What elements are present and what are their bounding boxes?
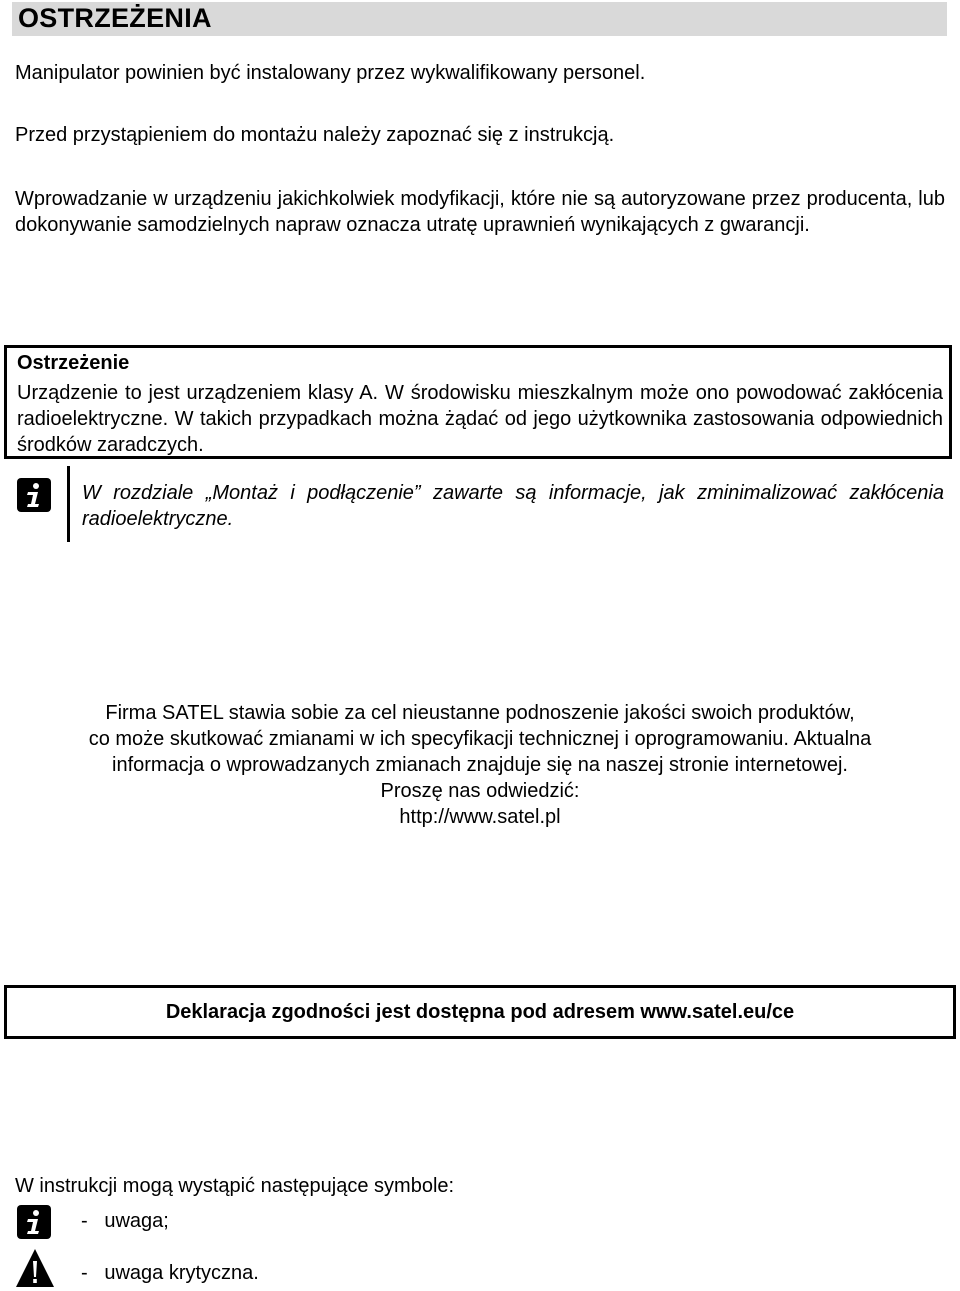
warning-box — [4, 345, 952, 459]
section-header — [12, 2, 947, 36]
info-icon — [17, 478, 51, 512]
info-icon — [17, 1205, 51, 1239]
warning-title: Ostrzeżenie — [17, 352, 130, 374]
symbol-label: - uwaga; — [81, 1210, 169, 1232]
company-notice-line: co może skutkować zmianami w ich specyfikacji technicznej i oprogramowaniu. Aktualna — [88, 728, 872, 750]
declaration-box — [4, 985, 956, 1039]
note-text: W rozdziale „Montaż i podłączenie” zawarte są informacje, jak zminimalizować zakłócenia radioelektryczne. — [82, 482, 944, 530]
paragraph-read-manual: Przed przystąpieniem do montażu należy zapoznać się z instrukcją. — [15, 124, 615, 146]
company-notice-line: Proszę nas odwiedzić: — [380, 780, 580, 802]
company-notice-line: Firma SATEL stawia sobie za cel nieustanne podnoszenie jakości swoich produktów, — [105, 702, 855, 724]
symbol-row-critical — [15, 1248, 415, 1286]
company-notice-line: informacja o wprowadzanych zmianach znajduje się na naszej stronie internetowej. — [112, 754, 848, 776]
paragraph-installer: Manipulator powinien być instalowany przez wykwalifikowany personel. — [15, 62, 646, 84]
symbol-row-note — [15, 1205, 415, 1243]
page-title: OSTRZEŻENIA — [18, 3, 212, 33]
website-url: http://www.satel.pl — [399, 806, 561, 828]
declaration-text: Deklaracja zgodności jest dostępna pod adresem www.satel.eu/ce — [165, 1000, 795, 1023]
symbol-label: - uwaga krytyczna. — [81, 1262, 259, 1284]
warning-triangle-icon — [15, 1248, 55, 1288]
note-divider — [67, 466, 70, 542]
company-notice — [0, 700, 960, 830]
paragraph-warranty: Wprowadzanie w urządzeniu jakichkolwiek modyfikacji, które nie są autoryzowane przez producenta, lub dokonywanie samodzielnych napraw oznacza utratę uprawnień wynikających z gwarancji. — [15, 188, 945, 236]
warning-text: Urządzenie to jest urządzeniem klasy A. W środowisku mieszkalnym może ono powodować zakłócenia radioelektryczne. W takich przypadkach można żądać od jego użytkownika zastosowania odpowiednich środków zaradczych. — [17, 382, 943, 456]
symbols-intro: W instrukcji mogą wystąpić następujące symbole: — [15, 1175, 455, 1197]
